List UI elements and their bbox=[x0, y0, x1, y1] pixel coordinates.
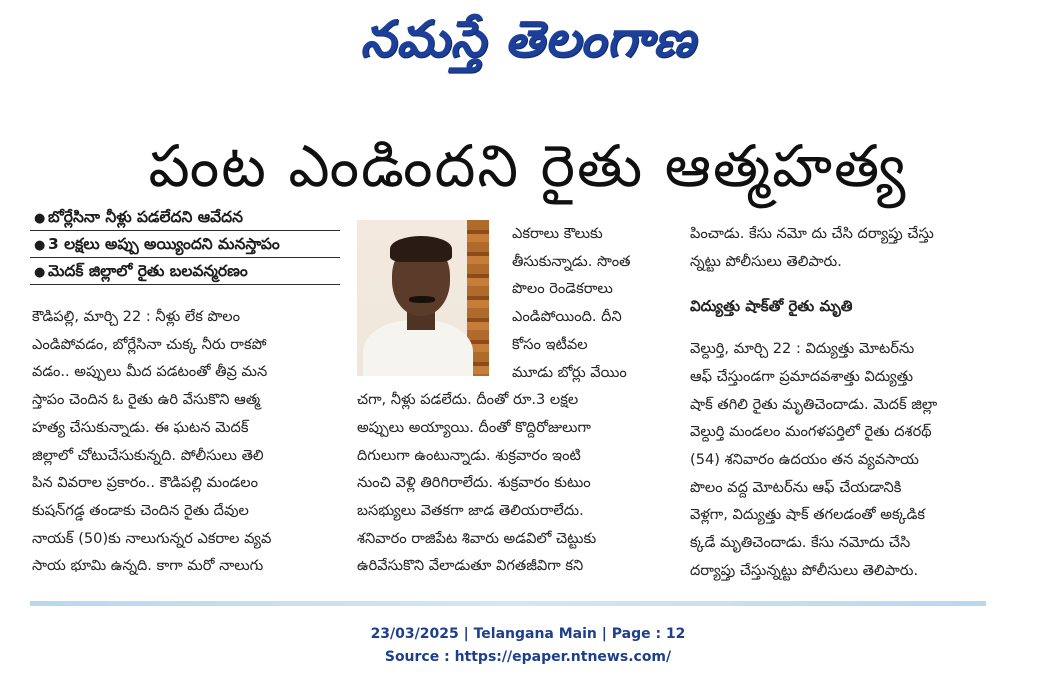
text-line: కోసం ఇటీవల bbox=[512, 335, 588, 353]
text-line: వెల్దుర్తి, మార్చి 22 : విద్యుత్తు మోటర్‌ను bbox=[690, 340, 915, 358]
text-line: సాయ భూమి ఉన్నది. కాగా మరో నాలుగు bbox=[32, 557, 264, 575]
bullet-icon: ● bbox=[34, 211, 46, 226]
source-link[interactable]: Source : https://epaper.ntnews.com/ bbox=[384, 649, 672, 665]
bullet-item bbox=[30, 204, 340, 231]
text-line: దిగులుగా ఉంటున్నాడు. శుక్రవారం ఇంటి bbox=[357, 446, 581, 464]
subheadline: విద్యుత్తు షాక్‌తో రైతు మృతి bbox=[690, 297, 853, 316]
text-line: పొలం రెండెకరాలు bbox=[512, 280, 613, 298]
text-line: (54) శనివారం ఉదయం తన వ్యవసాయ bbox=[690, 450, 919, 468]
text-line: వెల్దుర్తి మండలం మంగళపర్తిలో రైతు దశరథ్ bbox=[690, 423, 932, 441]
text-line: ఎకరాలు కౌలుకు bbox=[512, 225, 603, 242]
text-line: నుంచి వెళ్లి తిరిగిరాలేదు. శుక్రవారం కుటుం bbox=[357, 474, 591, 492]
text-line: ఎండిపోయింది. దీని bbox=[512, 308, 622, 326]
text-line: మూడు బోర్లు వేయిం bbox=[512, 363, 627, 381]
text-line: పొలం వద్ద మోటర్‌ను ఆఫ్ చేయడానికి bbox=[690, 478, 902, 496]
text-line: వెళ్లగా, విద్యుత్తు షాక్ తగలడంతో అక్కడిక bbox=[690, 506, 926, 524]
text-line: పించాడు. కేసు నమో దు చేసి దర్యాప్తు చేస్తు bbox=[690, 225, 934, 242]
text-line: నాయక్ (50)కు నాలుగున్నర ఎకరాల వ్యవ bbox=[32, 529, 272, 547]
bullet-icon: ● bbox=[34, 238, 46, 253]
bullet-item bbox=[30, 231, 340, 258]
text-line: ఎండిపోవడం, బోర్లేసినా చుక్క నీరు రాకపో bbox=[32, 335, 267, 353]
masthead-logo: నమస్తే తెలంగాణ bbox=[360, 9, 696, 68]
article-headline: పంట ఎండిందని రైతు ఆత్మహత్య bbox=[148, 132, 908, 200]
text-line: న్నట్టు పోలీసులు తెలిపారు. bbox=[690, 252, 842, 270]
text-line: ఉరివేసుకొని వేలాడుతూ విగతజీవిగా కని bbox=[357, 557, 584, 575]
article-column-2 bbox=[357, 220, 677, 580]
bullet-list bbox=[30, 204, 340, 285]
text-line: పిన వివరాల ప్రకారం.. కౌడిపల్లి మండలం bbox=[32, 474, 259, 492]
bullet-text: 3 లక్షలు అప్పు అయ్యిందని మనస్తాపం bbox=[48, 235, 280, 253]
text-line: క్కడే మృతిచెందాడు. కేసు నమోదు చేసి bbox=[690, 534, 911, 552]
text-line: దర్యాప్తు చేస్తున్నట్టు పోలీసులు తెలిపారు. bbox=[690, 561, 919, 579]
text-line: శనివారం రాజిపేట శివారు అడవిలో చెట్టుకు bbox=[357, 529, 597, 547]
text-line: హత్య చేసుకున్నాడు. ఈ ఘటన మెదక్ bbox=[32, 418, 249, 436]
bullet-item bbox=[30, 258, 340, 285]
article-column-3 bbox=[690, 220, 990, 584]
text-line: ఆఫ్ చేస్తుండగా ప్రమాదవశాత్తు విద్యుత్తు bbox=[690, 367, 914, 385]
text-line: బసభ్యులు వెతకగా జాడ తెలియరాలేదు. bbox=[357, 502, 584, 520]
text-line: అప్పులు అయ్యాయి. దీంతో కొద్దిరోజులుగా bbox=[357, 418, 591, 436]
text-line: స్తాపం చెందిన ఓ రైతు ఉరి వేసుకొని ఆత్మ bbox=[32, 391, 261, 409]
text-line: వడం.. అప్పులు మీద పడటంతో తీవ్ర మన bbox=[32, 363, 268, 381]
text-line: జిల్లాలో చోటుచేసుకున్నది. పోలీసులు తెలి bbox=[32, 446, 264, 464]
bullet-icon: ● bbox=[34, 265, 46, 280]
text-line: చగా, నీళ్లు పడలేదు. దీంతో రూ.3 లక్షల bbox=[357, 391, 579, 409]
text-line: తీసుకున్నాడు. సొంత bbox=[512, 252, 631, 270]
article-column-1 bbox=[32, 303, 342, 580]
text-line: షాక్ తగిలి రైతు మృతిచెందాడు. మెదక్ జిల్లా bbox=[690, 395, 938, 413]
text-line: కౌడిపల్లి, మార్చి 22 : నీళ్లు లేక పొలం bbox=[32, 308, 241, 325]
text-line: కుషన్‌గడ్డ తండాకు చెందిన రైతు దేవుల bbox=[32, 501, 249, 519]
footer-divider bbox=[30, 601, 986, 606]
bullet-text: బోర్లేసినా నీళ్లు పడలేదని ఆవేదన bbox=[48, 208, 243, 226]
bullet-text: మెదక్ జిల్లాలో రైతు బలవన్మరణం bbox=[48, 262, 248, 280]
edition-info: 23/03/2025 | Telangana Main | Page : 12 bbox=[370, 626, 686, 642]
